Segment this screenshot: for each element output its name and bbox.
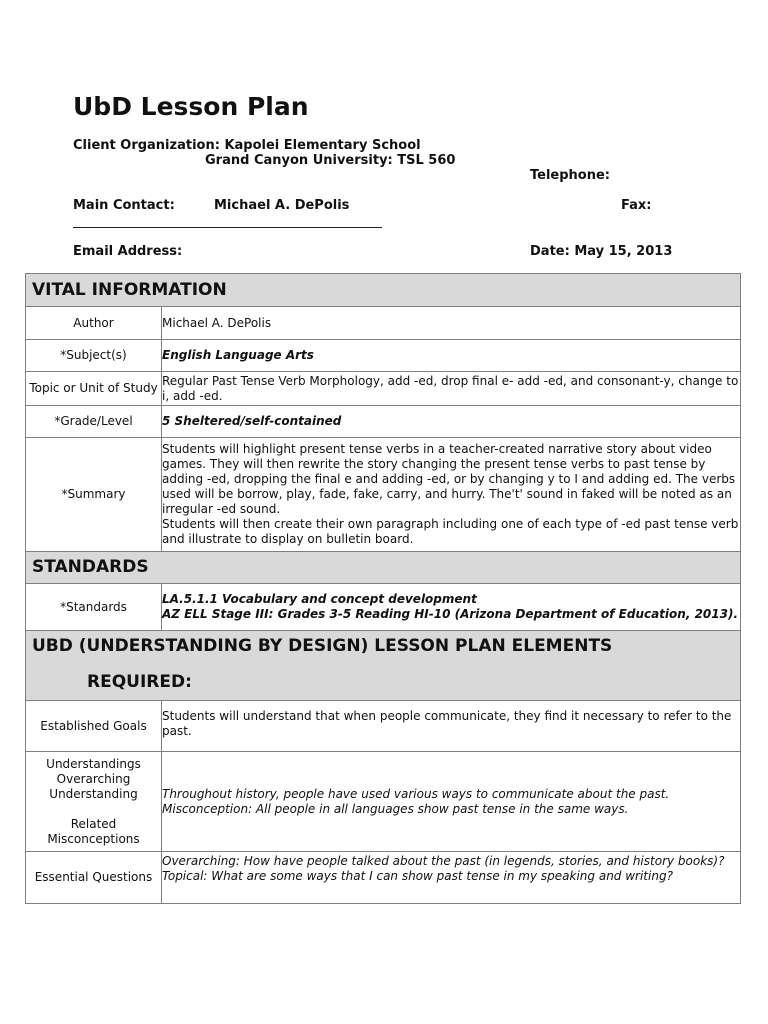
essential-questions-value	[162, 852, 741, 904]
topic-value: Regular Past Tense Verb Morphology, add -ed, drop final e- add -ed, and consonant-y, change to i, add -ed.	[162, 372, 741, 406]
client-organization	[73, 138, 421, 153]
email-label: Email Address:	[73, 244, 183, 259]
date-label: Date: May 15, 2013	[530, 244, 673, 259]
ubd-heading-line-1: UBD (UNDERSTANDING BY DESIGN) LESSON PLAN ELEMENTS	[32, 636, 613, 656]
understandings-value	[162, 752, 741, 852]
page-title: UbD Lesson Plan	[73, 92, 309, 121]
topical-question: Topical: What are some ways that I can show past tense in my speaking and writing?	[162, 869, 673, 883]
standard-line-1: LA.5.1.1 Vocabulary and concept development	[162, 592, 477, 606]
standards-heading: STANDARDS	[26, 552, 741, 584]
section-ubd	[26, 631, 741, 701]
ubd-heading-line-2: REQUIRED:	[87, 672, 192, 692]
section-vital-information	[26, 274, 741, 307]
telephone-label: Telephone:	[530, 168, 610, 183]
table-row	[26, 752, 741, 852]
lesson-plan-table	[25, 273, 741, 904]
fax-label: Fax:	[621, 198, 652, 213]
ubd-heading	[26, 631, 741, 701]
understandings-label	[26, 752, 162, 852]
client-label: Client Organization:	[73, 138, 220, 153]
understandings-label-line: Understanding	[49, 786, 138, 801]
standards-label: *Standards	[26, 584, 162, 631]
standards-value	[162, 584, 741, 631]
table-row	[26, 372, 741, 406]
client-name: Kapolei Elementary School	[224, 138, 421, 153]
main-contact-name: Michael A. DePolis	[214, 198, 350, 213]
signature-line	[73, 227, 382, 228]
understandings-label-line: Understandings	[46, 756, 141, 771]
goals-label: Established Goals	[26, 701, 162, 752]
misconception-text: Misconception: All people in all languages show past tense in the same ways.	[162, 801, 629, 816]
essential-questions-label: Essential Questions	[26, 852, 162, 904]
main-contact-label: Main Contact:	[73, 198, 175, 213]
goals-value: Students will understand that when people communicate, they find it necessary to refer to the past.	[162, 701, 741, 752]
standard-line-2: AZ ELL Stage III: Grades 3-5 Reading HI-10 (Arizona Department of Education, 2013).	[162, 607, 739, 621]
grade-value: 5 Sheltered/self-contained	[162, 406, 741, 438]
overarching-question: Overarching: How have people talked about the past (in legends, stories, and history books)?	[162, 854, 725, 868]
spacer	[26, 802, 161, 817]
grade-label: *Grade/Level	[26, 406, 162, 438]
summary-value	[162, 438, 741, 552]
understandings-label-line: Related	[70, 816, 117, 831]
summary-label: *Summary	[26, 438, 162, 552]
table-row	[26, 340, 741, 372]
table-row	[26, 307, 741, 340]
table-row	[26, 438, 741, 552]
understandings-label-line: Misconceptions	[47, 831, 140, 846]
subject-label: *Subject(s)	[26, 340, 162, 372]
summary-paragraph-1: Students will highlight present tense verbs in a teacher-created narrative story about video games. They will then rewrite the story changing the present tense verbs to past tense by adding -ed, dropping the final e and adding -ed, or by changing y to I and adding ed. The verbs used will be borrow, play, fade, fake, carry, and hurry. The't' sound in faked will be noted as an irregular -ed sound.	[162, 442, 736, 516]
author-label: Author	[26, 307, 162, 340]
university: Grand Canyon University: TSL 560	[205, 153, 456, 168]
author-value: Michael A. DePolis	[162, 307, 741, 340]
topic-label: Topic or Unit of Study	[26, 372, 162, 406]
table-row	[26, 406, 741, 438]
understandings-label-line: Overarching	[56, 771, 131, 786]
table-row	[26, 852, 741, 904]
subject-value: English Language Arts	[162, 340, 741, 372]
summary-paragraph-2: Students will then create their own paragraph including one of each type of -ed past tense verb and illustrate to display on bulletin board.	[162, 517, 739, 546]
vital-heading: VITAL INFORMATION	[26, 274, 741, 307]
table-row	[26, 584, 741, 631]
understanding-text: Throughout history, people have used various ways to communicate about the past.	[162, 786, 670, 801]
section-standards	[26, 552, 741, 584]
table-row	[26, 701, 741, 752]
